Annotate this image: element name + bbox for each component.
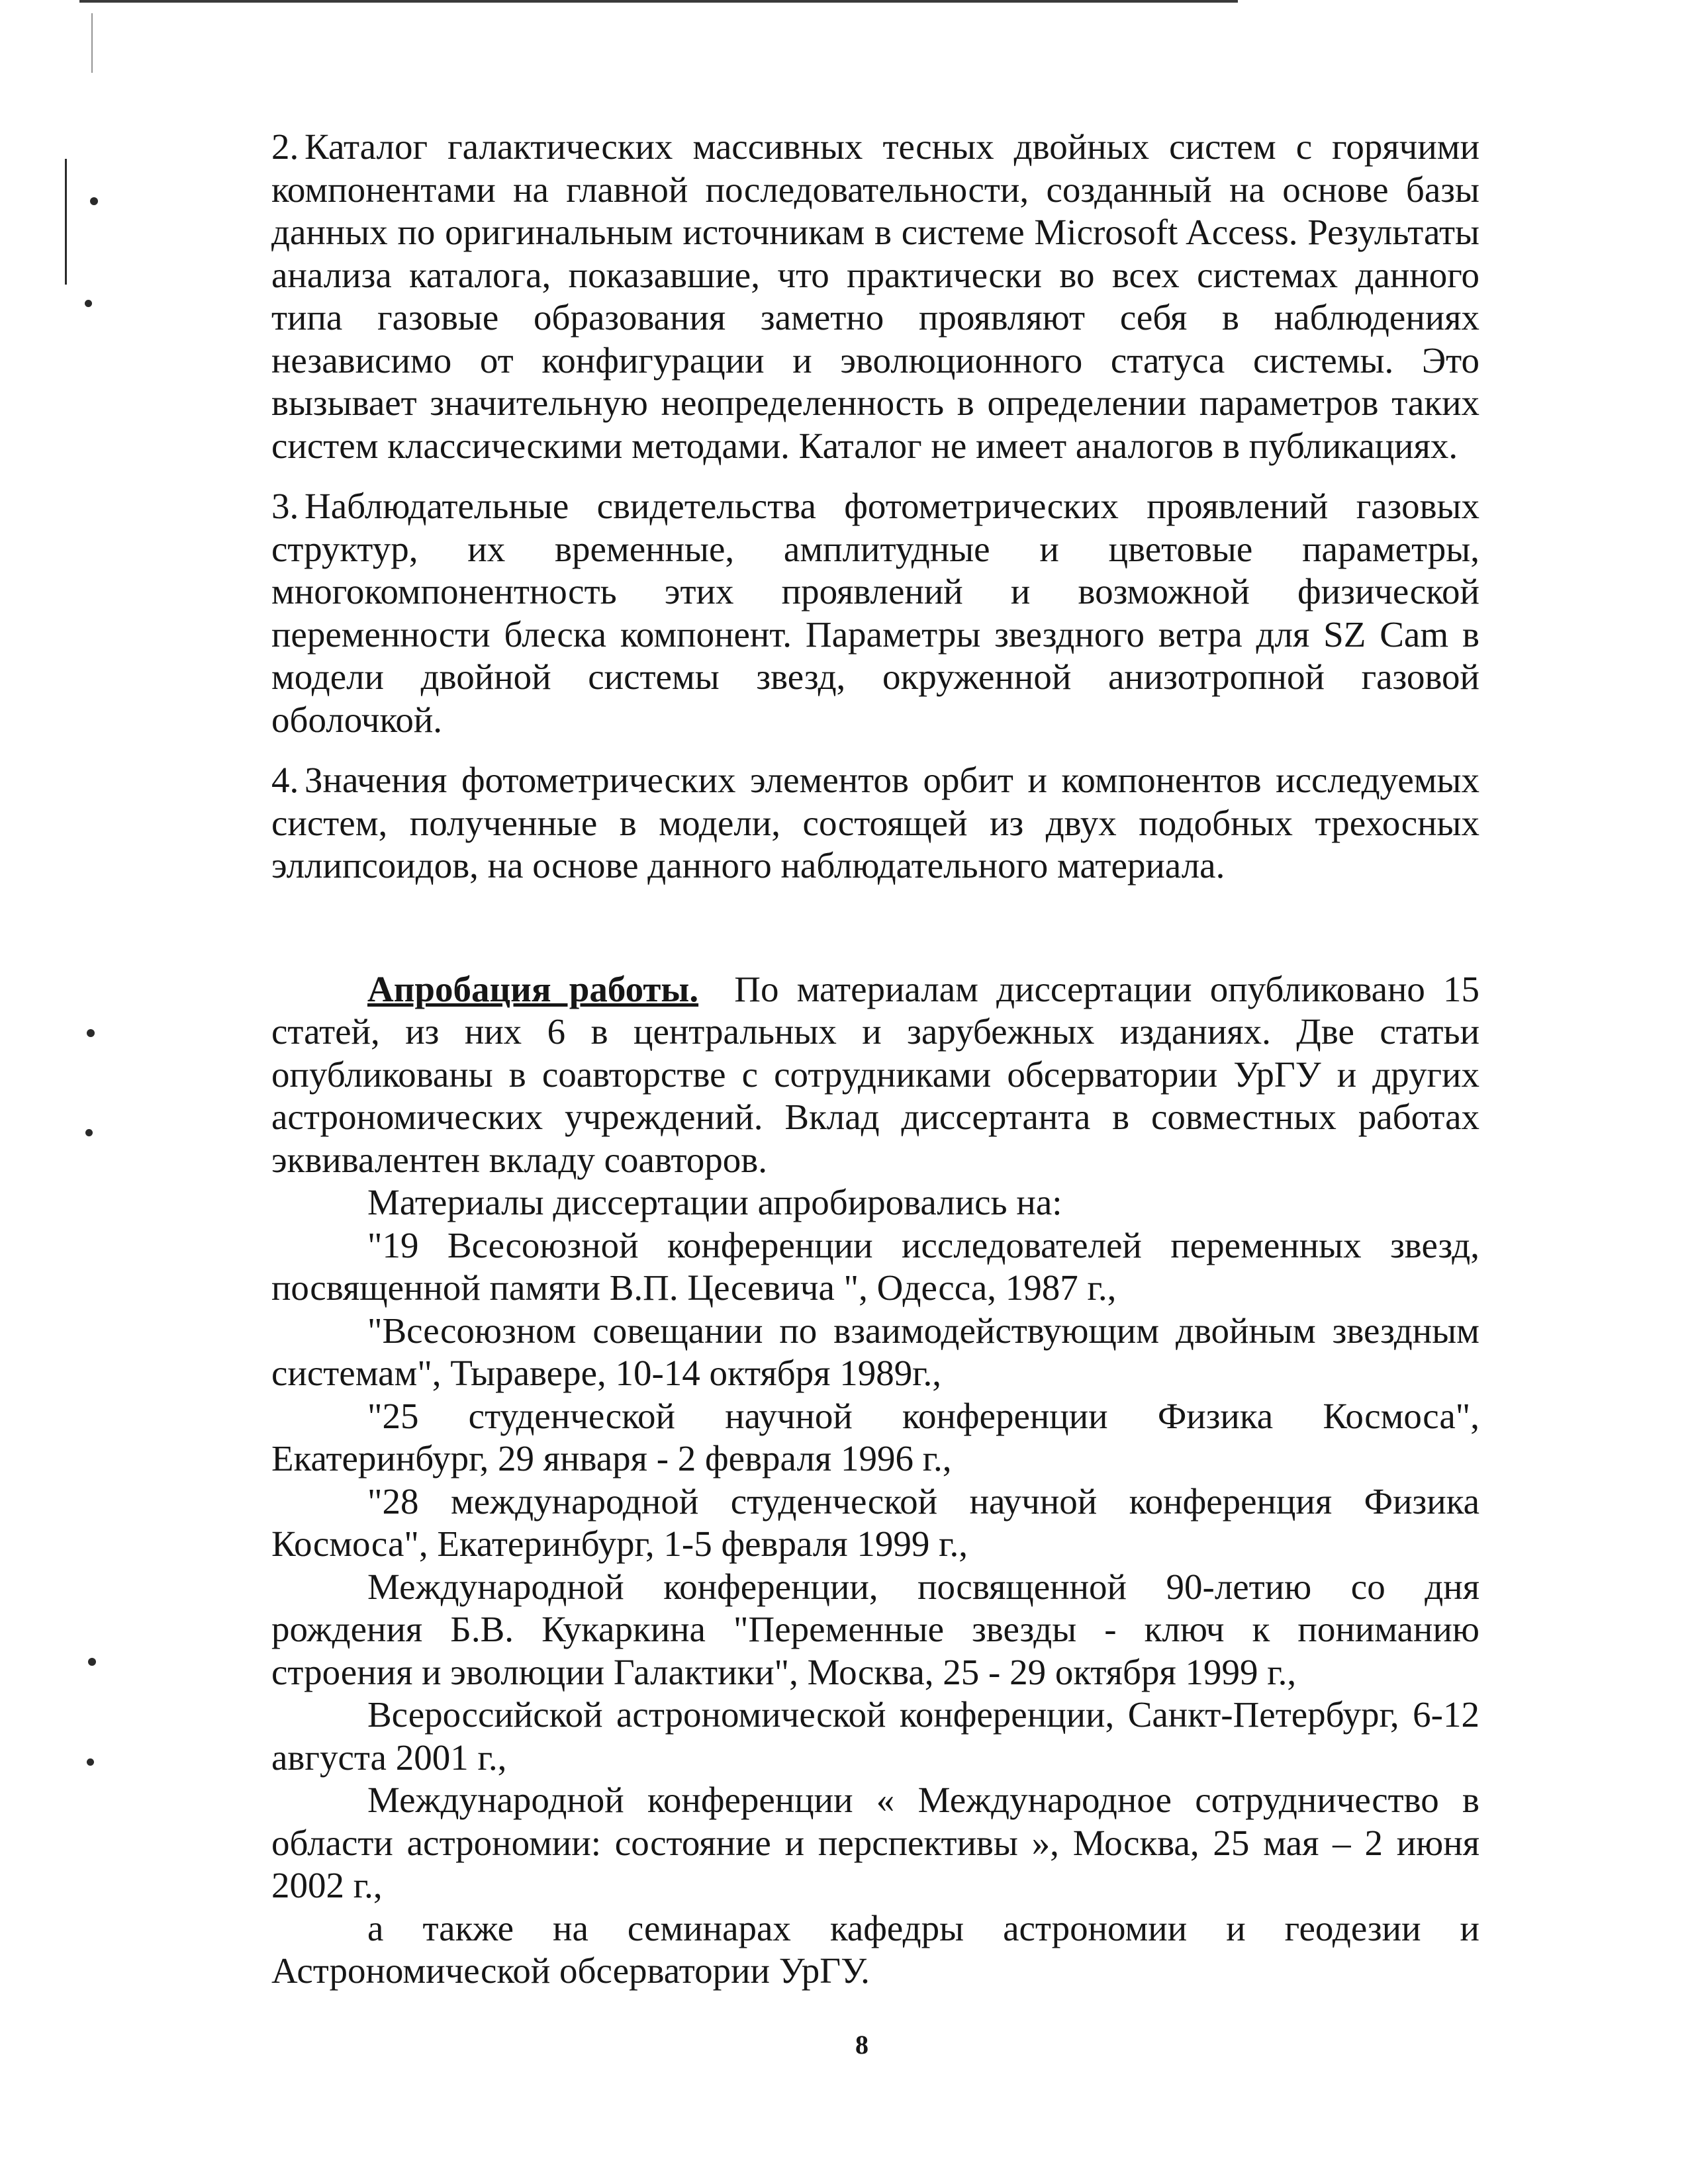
- list-item-text: Значения фотометрических элементов орбит и компонентов исследуемых систем, полученные в модели, состоящей из двух подобных трехосных эллипсоидов, на основе данного наблюдательного материала.: [271, 760, 1479, 886]
- list-item-text: Наблюдательные свидетельства фотометрических проявлений газовых структур, их временные, амплитудные и цветовые параметры, многокомпонентность этих проявлений и возможной физической переменности блеска компонент. Параметры звездного ветра для SZ Cam в модели двойной системы звезд, окруженной анизотропной газовой оболочкой.: [271, 486, 1479, 740]
- document-body: [271, 126, 1479, 1993]
- conference-item: Международной конференции « Международное сотрудничество в области астрономии: состояние и перспективы », Москва, 25 мая – 2 июня 2002 г.,: [271, 1780, 1479, 1905]
- margin-scan-line: [65, 159, 67, 285]
- list-item: [271, 759, 1479, 887]
- conference-item: "25 студенческой научной конференции Физика Космоса", Екатеринбург, 29 января - 2 февраля 1996 г.,: [271, 1395, 1479, 1479]
- scan-edge-line: [79, 0, 1238, 3]
- conference-item: а также на семинарах кафедры астрономии и геодезии и Астрономической обсерватории УрГУ.: [271, 1907, 1479, 1991]
- list-item-number: 4.: [271, 760, 299, 800]
- section-gap: [271, 905, 1479, 968]
- margin-scan-line: [91, 13, 93, 73]
- approbation-paragraph: [271, 968, 1479, 1182]
- margin-scan-mark: [87, 1029, 95, 1037]
- list-item: [271, 485, 1479, 741]
- list-item: [271, 126, 1479, 467]
- margin-scan-mark: [85, 300, 92, 307]
- list-item-number: 2.: [271, 126, 299, 167]
- conference-item: Международной конференции, посвященной 90-летию со дня рождения Б.В. Кукаркина "Переменные звезды - ключ к пониманию строения и эволюции Галактики", Москва, 25 - 29 октября 1999 г.,: [271, 1566, 1479, 1692]
- margin-scan-mark: [88, 1658, 96, 1666]
- conference-item: "28 международной студенческой научной конференция Физика Космоса", Екатеринбург, 1-5 февраля 1999 г.,: [271, 1480, 1479, 1564]
- margin-scan-mark: [90, 197, 98, 205]
- margin-scan-mark: [87, 1758, 94, 1766]
- conference-item: Всероссийской астрономической конференции, Санкт-Петербург, 6-12 августа 2001 г.,: [271, 1694, 1479, 1778]
- conference-item: "19 Всесоюзной конференции исследователей переменных звезд, посвященной памяти В.П. Цесевича ", Одесса, 1987 г.,: [271, 1224, 1479, 1308]
- approbation-intro: По материалам диссертации опубликовано 15 статей, из них 6 в центральных и зарубежных изданиях. Две статьи опубликованы в соавторстве с сотрудниками обсерватории УрГУ и других астрономических учреждений. Вклад диссертанта в совместных работах эквивалентен вкладу соавторов.: [271, 968, 1480, 1180]
- margin-scan-mark: [85, 1129, 93, 1136]
- page-number: 8: [855, 2030, 868, 2060]
- conference-lead: Материалы диссертации апробировались на:: [367, 1182, 1062, 1222]
- section-heading: Апробация работы.: [367, 968, 699, 1009]
- list-item-text: Каталог галактических массивных тесных двойных систем с горячими компонентами на главной последовательности, созданный на основе базы данных по оригинальным источникам в системе Microsoft Access. Результаты анализа каталога, показавшие, что практически во всех системах данного типа газовые образования заметно проявляют себя в наблюдениях независимо от конфигурации и эволюционного статуса системы. Это вызывает значительную неопределенность в определении параметров таких систем классическими методами. Каталог не имеет аналогов в публикациях.: [271, 126, 1479, 466]
- conference-item: "Всесоюзном совещании по взаимодействующим двойным звездным системам", Тыравере, 10-14 октября 1989г.,: [271, 1310, 1479, 1393]
- list-item-number: 3.: [271, 486, 299, 526]
